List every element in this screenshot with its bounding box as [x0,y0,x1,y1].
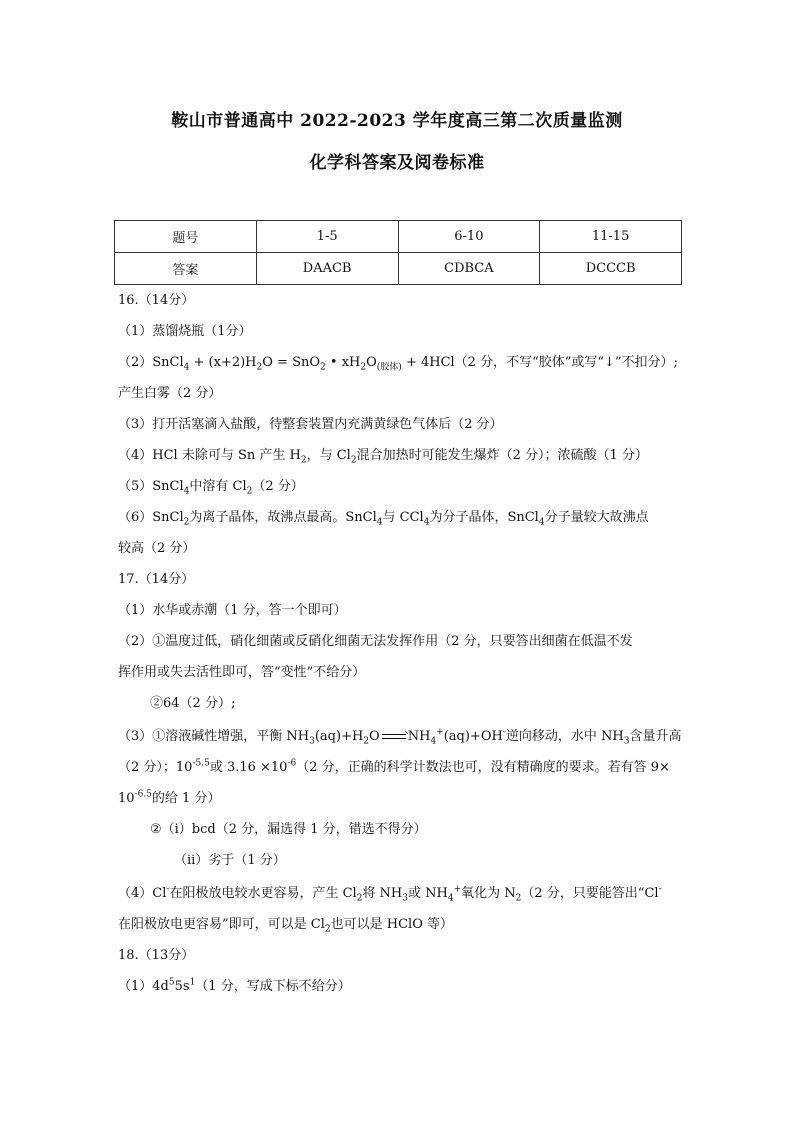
q16-part1: （1）蒸馏烧瓶（1分） [118,324,252,339]
document-subtitle: 化学科答案及阅卷标准 [309,153,485,173]
table-row [115,253,682,285]
q16-part2-cont: 产生白雾（2 分） [118,386,222,401]
q17-part2: （2）①温度过低，硝化细菌或反硝化细菌无法发挥作用（2 分，只要答出细菌在低温不发 [118,634,633,649]
table-cell: DCCCB [540,253,682,285]
q17-part3-sub-ii: （ⅱ）劣于（1 分） [174,853,286,868]
table-cell: CDBCA [398,253,540,285]
table-cell: 6-10 [398,221,540,253]
q17-part4-cont: 在阳极放电更容易”即可，可以是 $Cl_2$也可以是 HClO 等） [118,917,453,935]
table-cell: 题号 [115,221,257,253]
table-cell: 答案 [115,253,257,285]
answer-table [114,220,682,285]
q17-part2-sub2: ②64（2 分）; [150,696,236,711]
document-title: 鞍山市普通高中 2022-2023 学年度高三第二次质量监测 [171,111,623,131]
table-cell: 1-5 [256,221,398,253]
q17-part2-cont: 挥作用或失去活性即可，答“变性”不给分） [118,665,366,680]
q18-part1: $(1)4d^55s^1(1$ 分，写成下标不给分） [118,977,351,994]
q17-part4: （4）Cl-在阳极放电较水更容易，产生 $Cl_2$将 $NH_3$或 $NH_4^+$氧化为 $N_2(2$ 分，只要能答出“Cl- [118,884,662,904]
equilibrium-arrow-icon [382,733,406,741]
q16-heading: 16.（14分） [118,293,195,308]
table-cell: 11-15 [540,221,682,253]
q16-part5: （5）SnCl$_4$中溶有 $Cl_2(2$ 分） [118,479,304,497]
table-cell: DAACB [256,253,398,285]
table-row [115,221,682,253]
q17-part3-sub-i: ②（ⅰ）bcd（2 分，漏选得 1 分，错选不得分） [150,822,427,837]
q16-part6-cont: 较高（2 分） [118,541,196,556]
q17-part1: （1）水华或赤潮（1 分，答一个即可） [118,603,347,618]
q16-part3: （3）打开活塞滴入盐酸，待整套装置内充满黄绿色气体后（2 分） [118,417,503,432]
q17-part3-cont: （2 分）；$10^{-5.5}$或 $3.16 \times 10^{-6}(2$ 分，正确的科学计数法也可，没有精确度的要求。若有答 9× [118,758,670,775]
q18-heading: 18.（13分） [118,948,195,963]
q17-heading: 17.（14分） [118,572,195,587]
q17-part3: （3）①溶液碱性增强，平衡 $NH_3(aq)+H_2O$ $NH_4^+(aq)+OH^-$逆向移动，水中 $NH_3$含量升高 [118,727,682,747]
q16-part4: （4）HCl 未除可与 Sn 产生 $H_2$，与 $Cl_2$混合加热时可能发生爆炸（2 分）；浓硫酸（1 分） [118,448,648,466]
q17-part3-cont2: $10^{-6.5}$的给 1 分） [118,789,221,806]
q16-part2: （2）SnCl$_4$ + $(x+2)H_2O = SnO_2$ • $xH_2O_{(胶体)} + 4HCl(2$ 分，不写“胶体”或写“↓”不扣分）; [118,355,678,373]
q16-part6: （6）SnCl$_2$为离子晶体，故沸点最高。SnCl$_4$与 CCl$_4$为分子晶体，SnCl$_4$分子量较大故沸点 [118,510,649,528]
